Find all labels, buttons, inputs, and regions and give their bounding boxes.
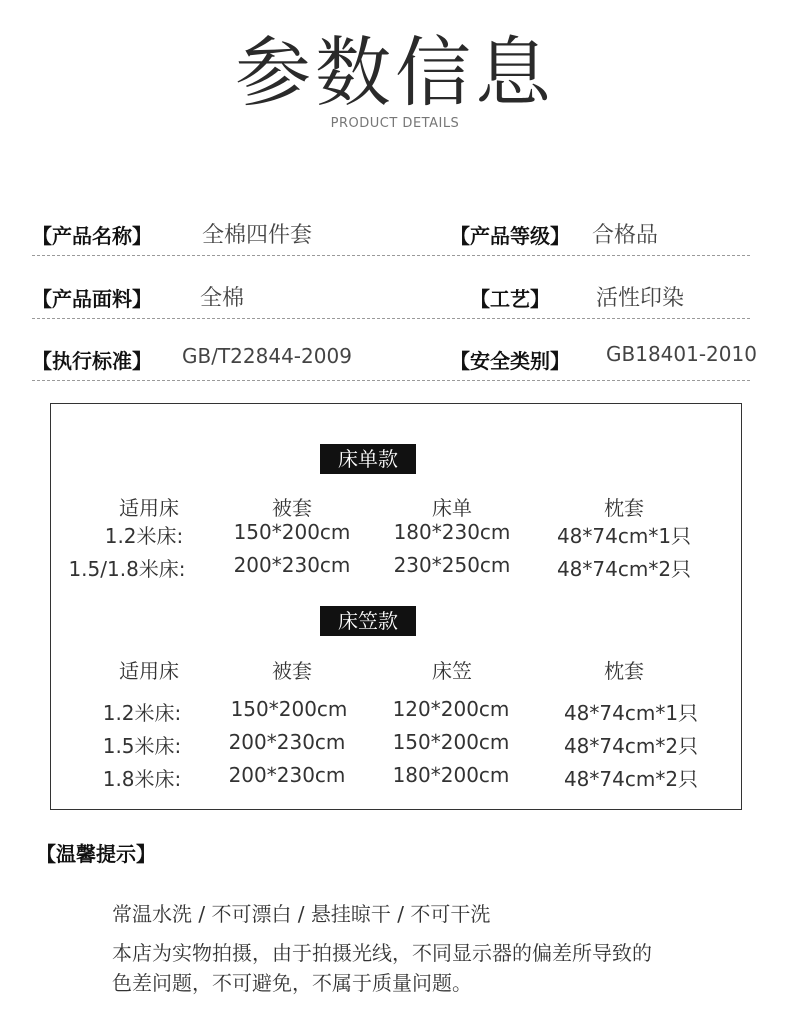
care-instructions: 常温水洗 / 不可漂白 / 悬挂晾干 / 不可干洗 [112, 902, 491, 926]
sheet-row2-duvet: 200*230cm [233, 553, 351, 577]
safety-label: 【安全类别】 [450, 349, 570, 373]
sheet-header-pillow: 枕套 [604, 496, 644, 520]
sheet-set-tag: 床单款 [320, 444, 416, 474]
craft-value: 活性印染 [596, 286, 685, 311]
sheet-row1-bed: 1.2米床: [104, 524, 184, 548]
product-name-label: 【产品名称】 [32, 224, 152, 248]
fitted-row2-bed: 1.5米床: [102, 734, 182, 758]
fitted-header-duvet: 被套 [272, 659, 312, 683]
fitted-row3-pillow: 48*74cm*2只 [563, 767, 699, 791]
sheet-row1-duvet: 150*200cm [233, 520, 351, 544]
tips-heading: 【温馨提示】 [36, 842, 156, 866]
sheet-header-duvet: 被套 [272, 496, 312, 520]
product-grade-label: 【产品等级】 [450, 224, 570, 248]
fitted-row1-bed: 1.2米床: [102, 701, 182, 725]
fitted-row2-duvet: 200*230cm [228, 730, 346, 754]
spec-row-3 [32, 337, 757, 381]
sheet-row2-bed: 1.5/1.8米床: [68, 557, 186, 581]
color-note-line-1: 本店为实物拍摄，由于拍摄光线，不同显示器的偏差所导致的 [112, 941, 652, 965]
fitted-row3-fitted: 180*200cm [392, 763, 510, 787]
craft-label: 【工艺】 [470, 287, 550, 311]
standard-label: 【执行标准】 [32, 349, 152, 373]
fitted-row1-fitted: 120*200cm [392, 697, 510, 721]
product-fabric-label: 【产品面料】 [32, 287, 152, 311]
page-subtitle: PRODUCT DETAILS [330, 116, 460, 131]
fitted-row2-pillow: 48*74cm*2只 [563, 734, 699, 758]
spec-row-1 [32, 212, 750, 256]
fitted-header-pillow: 枕套 [604, 659, 644, 683]
fitted-set-tag: 床笠款 [320, 606, 416, 636]
product-name-value: 全棉四件套 [202, 223, 313, 248]
fitted-header-bed: 适用床 [119, 659, 179, 683]
product-fabric-value: 全棉 [200, 286, 245, 311]
safety-value: GB18401-2010 [606, 342, 757, 366]
standard-value: GB/T22844-2009 [182, 344, 352, 368]
fitted-header-fitted: 床笠 [432, 659, 472, 683]
spec-row-2 [32, 275, 750, 319]
fitted-row1-duvet: 150*200cm [230, 697, 348, 721]
dashed-divider [32, 380, 750, 381]
sheet-row1-sheet: 180*230cm [393, 520, 511, 544]
sheet-header-bed: 适用床 [119, 496, 179, 520]
fitted-row1-pillow: 48*74cm*1只 [563, 701, 699, 725]
sheet-row2-pillow: 48*74cm*2只 [556, 557, 692, 581]
sheet-header-sheet: 床单 [432, 496, 472, 520]
size-table-box [50, 403, 742, 810]
page-title: 参数信息 [235, 28, 555, 117]
sheet-row2-sheet: 230*250cm [393, 553, 511, 577]
product-grade-value: 合格品 [592, 223, 659, 248]
dashed-divider [32, 318, 750, 319]
sheet-row1-pillow: 48*74cm*1只 [556, 524, 692, 548]
dashed-divider [32, 255, 750, 256]
fitted-row3-duvet: 200*230cm [228, 763, 346, 787]
fitted-row2-fitted: 150*200cm [392, 730, 510, 754]
color-note-line-2: 色差问题，不可避免，不属于质量问题。 [112, 971, 472, 995]
fitted-row3-bed: 1.8米床: [102, 767, 182, 791]
